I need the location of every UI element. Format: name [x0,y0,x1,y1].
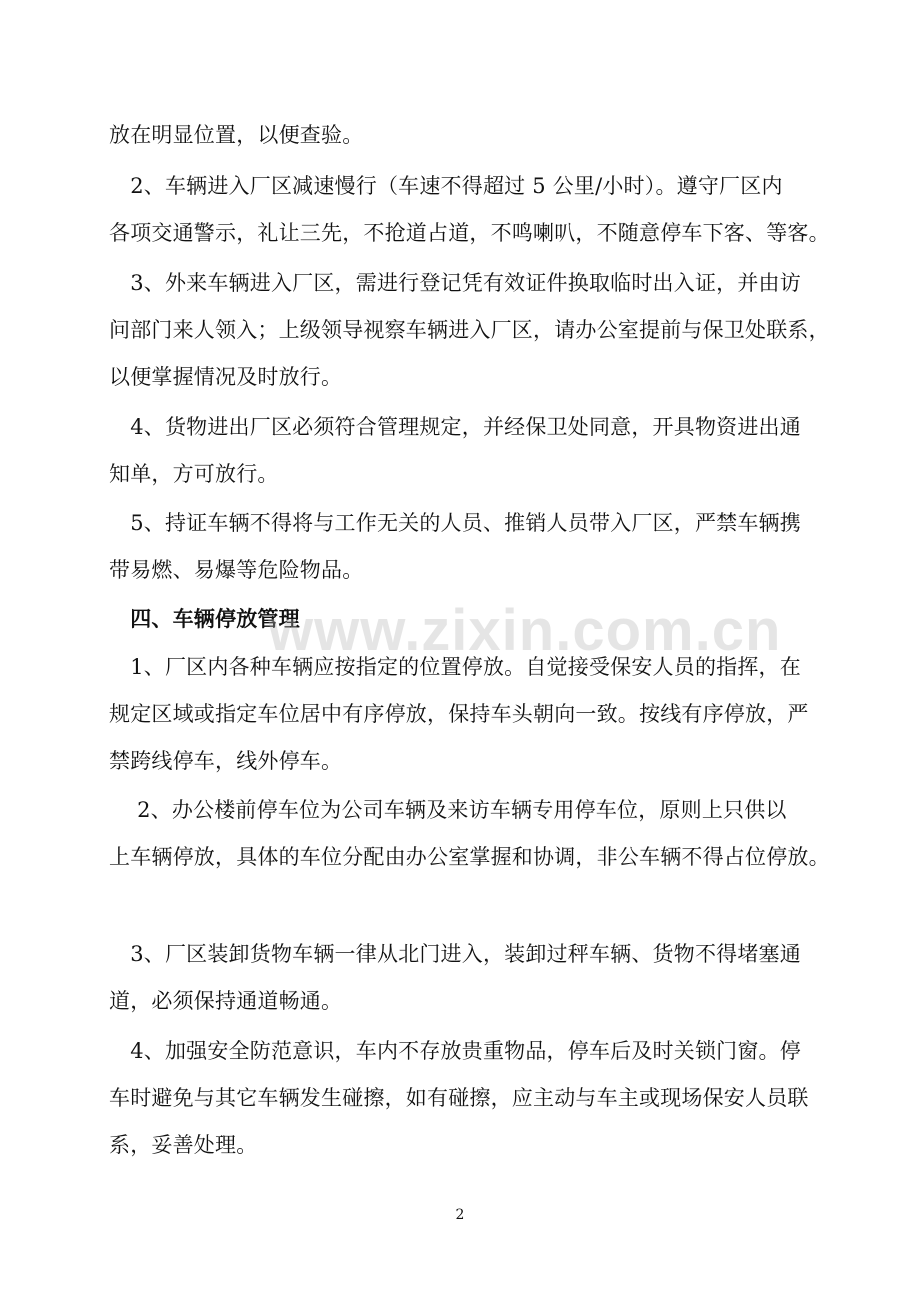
text-line: 4、加强安全防范意识，车内不存放贵重物品，停车后及时关锁门窗。停 [109,1039,801,1063]
text-line: 禁跨线停车，线外停车。 [109,749,343,773]
text-line: 以便掌握情况及时放行。 [109,365,343,389]
text-line: 4、货物进出厂区必须符合管理规定，并经保卫处同意，开具物资进出通 [109,415,801,439]
text-line: 带易燃、易爆等危险物品。 [109,558,364,582]
text-line: 系，妥善处理。 [109,1133,258,1157]
watermark: www.zixin.com.cn [268,598,782,663]
text-line: 3、外来车辆进入厂区，需进行登记凭有效证件换取临时出入证，并由访 [109,271,801,295]
text-line: 2、车辆进入厂区减速慢行（车速不得超过 5 公里/小时）。遵守厂区内 [109,174,783,198]
text-line: 上车辆停放，具体的车位分配由办公室掌握和协调，非公车辆不得占位停放。 [109,845,830,869]
text-line: 知单，方可放行。 [109,462,279,486]
text-line: 各项交通警示，礼让三先，不抢道占道，不鸣喇叭，不随意停车下客、等客。 [109,221,830,245]
text-line: 5、持证车辆不得将与工作无关的人员、推销人员带入厂区，严禁车辆携 [109,511,801,535]
text-line: 规定区域或指定车位居中有序停放，保持车头朝向一致。按线有序停放，严 [109,702,809,726]
text-line: 车时避免与其它车辆发生碰擦，如有碰擦，应主动与车主或现场保安人员联 [109,1086,809,1110]
page-number: 2 [455,1207,465,1223]
text-line: 放在明显位置，以便查验。 [109,123,364,147]
text-line: 2、办公楼前停车位为公司车辆及来访车辆专用停车位，原则上只供以 [109,798,787,822]
text-line: 1、厂区内各种车辆应按指定的位置停放。自觉接受保安人员的指挥，在 [109,655,801,679]
section-heading: 四、车辆停放管理 [109,607,300,631]
text-line: 道，必须保持通道畅通。 [109,989,343,1013]
text-line: 3、厂区装卸货物车辆一律从北门进入，装卸过秤车辆、货物不得堵塞通 [109,942,801,966]
text-line: 问部门来人领入；上级领导视察车辆进入厂区，请办公室提前与保卫处联系， [109,318,830,342]
